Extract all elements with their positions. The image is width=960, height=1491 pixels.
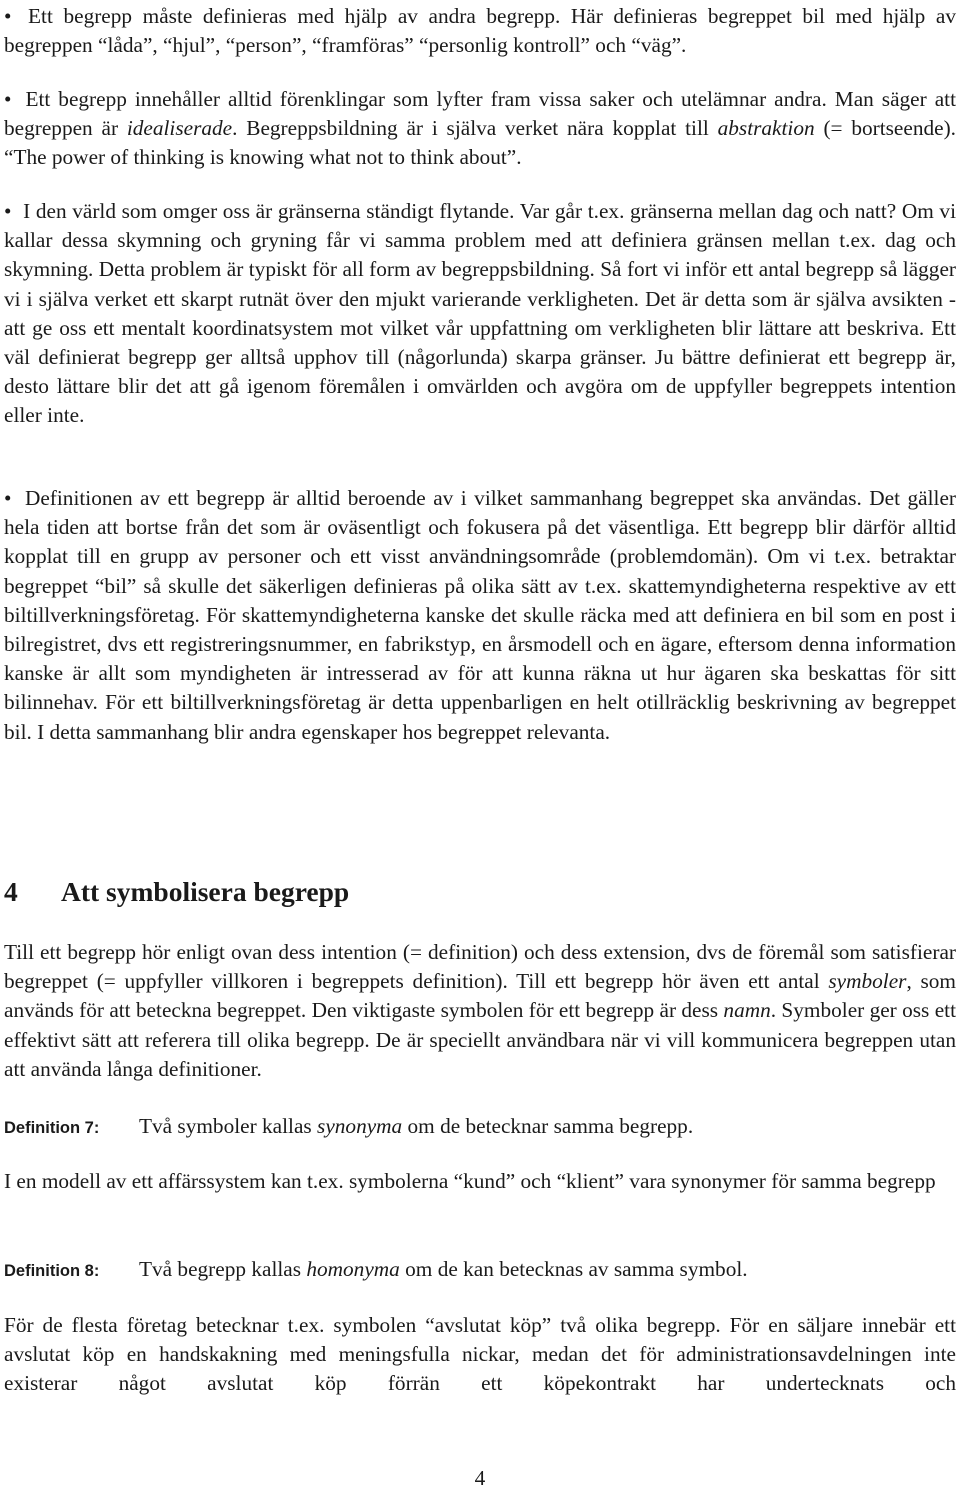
text-run: Ett begrepp måste definieras med hjälp av andra begrepp. Här definieras begreppet bil med hjälp av begreppen “låda”, “hjul”, “person”, “framföras” “personlig kontroll” och “väg”. — [4, 4, 956, 58]
text-run: . Begreppsbildning är i själva verket nära kopplat till — [232, 116, 718, 141]
section-paragraph — [4, 938, 956, 1084]
definition-8 — [4, 1257, 956, 1282]
bullet-paragraph-3 — [4, 197, 956, 431]
italic-term: symboler — [828, 969, 907, 994]
section-heading — [4, 876, 956, 908]
text-run: , som används för att beteckna begreppet. Den viktigaste symbolen för ett begrepp är dess — [4, 969, 956, 1023]
italic-term: idealiserade — [126, 116, 233, 141]
italic-term: namn — [723, 998, 771, 1023]
text-run: om de kan betecknas av samma symbol. — [399, 1257, 748, 1281]
bullet-paragraph-4 — [4, 484, 956, 747]
definition-7 — [4, 1114, 956, 1139]
bullet-icon: • — [4, 4, 12, 28]
text-run: I den värld som omger oss är gränserna ständigt flytande. Var går t.ex. gränserna mellan dag och natt? Om vi kallar dessa skymning och gryning får vi samma problem med att definiera gränsen mellan t.ex. dag och skymning. Detta problem är typiskt för all form av begreppsbildning. Så fort vi inför ett antal begrepp så lägger vi i själva verket ett skarpt rutnät över den mjukt varierande verkligheten. Det är detta som är själva avsikten - att ge oss ett mentalt koordinatsystem mot vilket vår uppfattning om verkligheten blir lättare att beskriva. Ett väl definierat begrepp ger alltså upphov till (någorlunda) skarpa gränser. Ju bättre definierat ett begrepp är, desto lättare blir det att gå igenom föremålen i omvärlden och avgöra om de uppfyller begreppets intention eller inte. — [4, 199, 956, 428]
text-run: . Symboler ger oss ett effektivt sätt att referera till olika begrepp. De är speciellt användbara när vi vill kommunicera begreppen utan att använda långa definitioner. — [4, 998, 956, 1081]
section-number: 4 — [4, 876, 18, 907]
italic-term: synonyma — [317, 1114, 403, 1138]
text-run: om de betecknar samma begrepp. — [402, 1114, 694, 1138]
text-run: Två begrepp kallas — [139, 1257, 307, 1281]
bullet-icon: • — [4, 87, 12, 111]
italic-term: abstraktion — [717, 116, 815, 141]
text-run: Till ett begrepp hör enligt ovan dess intention (= definition) och dess extension, dvs de föremål som satisfierar begreppet (= uppfyller villkoren i begreppets definition). Till ett begrepp hör även ett antal — [4, 940, 956, 994]
text-run: Definitionen av ett begrepp är alltid beroende av i vilket sammanhang begreppet ska användas. Det gäller hela tiden att bortse från det som är oväsentligt och fokusera på det väsentliga. Ett begrepp blir därför alltid kopplat till en grupp av personer och ett visst användningsområde (problemdomän). Om vi t.ex. betraktar begreppet “bil” så skulle det säkerligen definieras på olika sätt av t.ex. skattemyndigheterna respektive av ett biltillverkningsföretag. För skattemyndigheterna kanske det skulle räcka med att definiera en bil som en post i bilregistret, dvs ett registreringsnummer, en fabrikstyp, en årsmodell och en ägare, eftersom denna information kanske är allt som myndigheten är intresserad av för att kunna räkna ut hur ägaren ska beskattas för sitt bilinnehav. För ett biltillverkningsföretag är detta uppenbarligen en helt otillräcklig beskrivning av begreppet bil. I detta sammanhang blir andra egenskaper hos begreppet relevanta. — [4, 486, 957, 744]
page-number: 4 — [474, 1466, 486, 1490]
bullet-paragraph-2 — [4, 85, 956, 173]
italic-term: homonyma — [306, 1257, 400, 1281]
definition-label: Definition 7: — [4, 1119, 100, 1137]
bullet-icon: • — [4, 486, 12, 510]
section-title: Att symbolisera begrepp — [61, 876, 350, 907]
definition-label: Definition 8: — [4, 1262, 100, 1280]
definition-text — [139, 1114, 693, 1138]
paragraph-after-definition-8: För de flesta företag betecknar t.ex. symbolen “avslutat köp” två olika begrepp. För en säljare innebär ett avslutat köp en handskakning med meningsfulla nickar, medan det för administrationsavdelningen inte existerar något avslutat köp förrän ett köpekontrakt har undertecknats och — [4, 1313, 956, 1396]
text-run: (= bortseende). “The power of thinking is knowing what not to think about”. — [4, 116, 957, 170]
bullet-paragraph-1 — [4, 2, 956, 60]
text-run: Ett begrepp innehåller alltid förenklingar som lyfter fram vissa saker och utelämnar andra. Man säger att begreppen är — [4, 87, 957, 141]
definition-text — [139, 1257, 748, 1281]
text-run: Två symboler kallas — [139, 1114, 318, 1138]
paragraph-after-definition-7: I en modell av ett affärssystem kan t.ex. symbolerna “kund” och “klient” vara synonymer för samma begrepp — [4, 1169, 936, 1193]
bullet-icon: • — [4, 199, 12, 223]
